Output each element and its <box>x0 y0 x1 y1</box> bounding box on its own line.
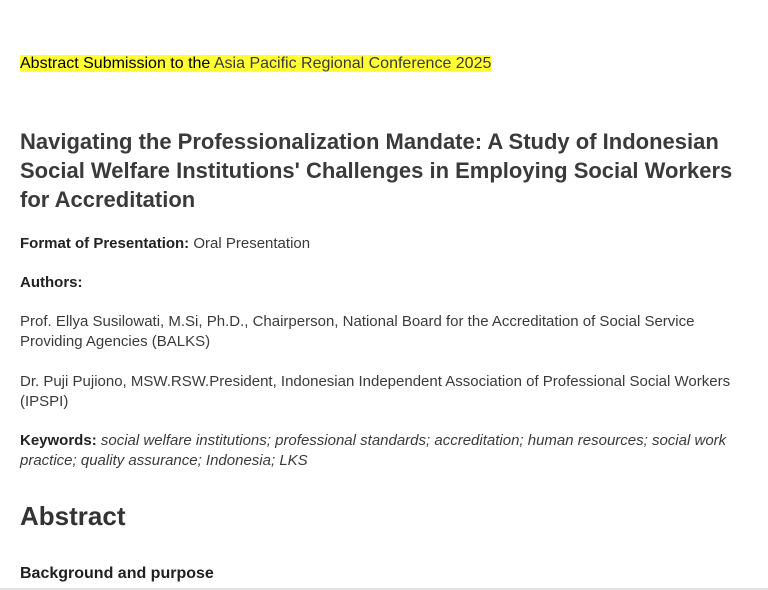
keywords <box>20 431 735 471</box>
submission-banner <box>20 54 491 74</box>
presentation-format <box>20 234 735 254</box>
section-heading-background: Background and purpose <box>20 565 214 582</box>
author-entry: Prof. Ellya Susilowati, M.Si, Ph.D., Chairperson, National Board for the Accreditation of Social Service Providing Agencies (BALKS) <box>20 313 695 350</box>
author-entry: Dr. Puji Pujiono, MSW.RSW.President, Indonesian Independent Association of Professional Social Workers (IPSPI) <box>20 373 731 410</box>
paper-title: Navigating the Professionalization Mandate: A Study of Indonesian Social Welfare Institutions' Challenges in Employing Social Workers for Accreditation <box>20 129 733 212</box>
banner-prefix: Abstract Submission to the <box>20 55 214 72</box>
keywords-label: Keywords: <box>20 432 97 449</box>
authors-label <box>20 273 735 293</box>
banner-conference: Asia Pacific Regional Conference 2025 <box>213 55 492 72</box>
keywords-value: social welfare institutions; professional standards; accreditation; human resources; social work practice; quality assurance; Indonesia; LKS <box>20 432 727 469</box>
format-label: Format of Presentation: <box>20 235 190 252</box>
authors-label-text: Authors: <box>20 274 83 291</box>
abstract-heading: Abstract <box>20 501 126 531</box>
format-value: Oral Presentation <box>189 235 311 252</box>
